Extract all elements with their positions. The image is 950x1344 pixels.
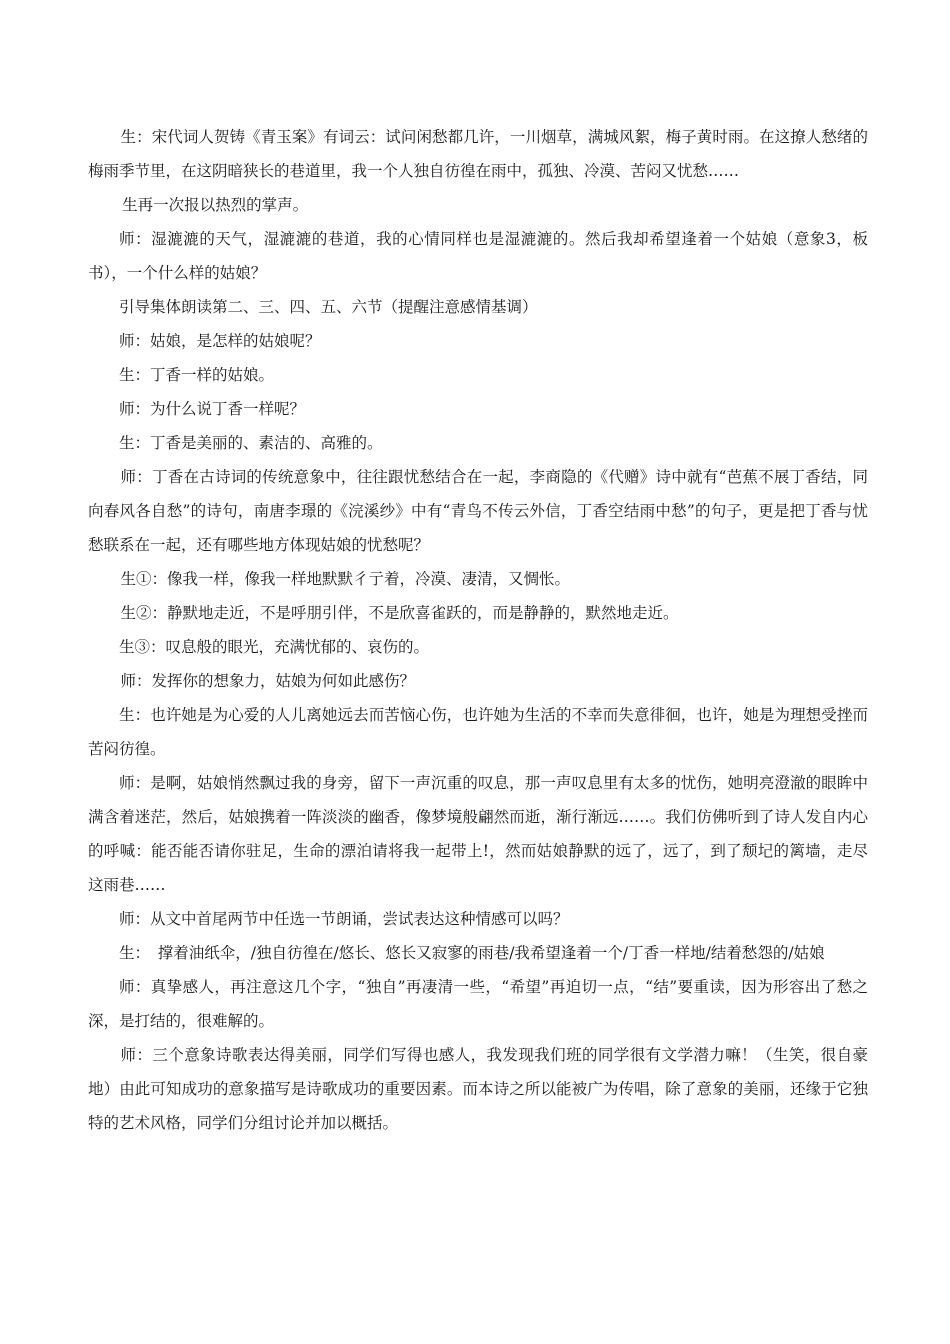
paragraph-1: 生：宋代词人贺铸《青玉案》有词云：试问闲愁都几许，一川烟草，满城风絮，梅子黄时雨。在这撩人愁绪的梅雨季节里，在这阴暗狭长的巷道里，我一个人独自彷徨在雨中，孤独、冷漠、苦闷又忧愁…… bbox=[88, 128, 868, 180]
paragraph-16: 师：从文中首尾两节中任选一节朗诵，尝试表达这种情感可以吗？ bbox=[119, 910, 569, 928]
paragraph-2: 生再一次报以热烈的掌声。 bbox=[122, 196, 309, 214]
paragraph-18: 师：真挚感人，再注意这几个字，“独自”再凄清一些，“希望”再迫切一点，“结”要重读，因为形容出了愁之深，是打结的，很难解的。 bbox=[88, 978, 868, 1030]
paragraph-14: 生：也许她是为心爱的人儿离她远去而苦恼心伤，也许她为生活的不幸而失意徘徊，也许，她是为理想受挫而苦闷彷徨。 bbox=[88, 706, 868, 758]
paragraph-19: 师：三个意象诗歌表达得美丽，同学们写得也感人，我发现我们班的同学很有文学潜力嘛！（生笑，很自豪地）由此可知成功的意象描写是诗歌成功的重要因素。而本诗之所以能被广为传唱，除了意象的美丽，还缘于它独特的艺术风格，同学们分组讨论并加以概括。 bbox=[88, 1046, 868, 1132]
paragraph-12: 生③：叹息般的眼光，充满忧郁的、哀伤的。 bbox=[119, 638, 430, 656]
paragraph-7: 师：为什么说丁香一样呢？ bbox=[119, 400, 306, 418]
paragraph-4: 引导集体朗读第二、三、四、五、六节（提醒注意感情基调） bbox=[119, 298, 538, 316]
paragraph-9: 师：丁香在古诗词的传统意象中，往往跟忧愁结合在一起，李商隐的《代赠》诗中就有“芭蕉不展丁香结，同向春风各自愁”的诗句，南唐李璟的《浣溪纱》中有“青鸟不传云外信，丁香空结雨中愁”的句子，更是把丁香与忧愁联系在一起，还有哪些地方体现姑娘的忧愁呢？ bbox=[88, 468, 868, 554]
paragraph-5: 师：姑娘，是怎样的姑娘呢？ bbox=[119, 332, 321, 350]
paragraph-17: 生： 撑着油纸伞，/独自彷徨在/悠长、悠长又寂寥的雨巷/我希望逢着一个/丁香一样地/结着愁怨的/姑娘 bbox=[119, 944, 825, 962]
paragraph-15: 师：是啊，姑娘悄然飘过我的身旁，留下一声沉重的叹息，那一声叹息里有太多的忧伤，她明亮澄澈的眼眸中满含着迷茫，然后，姑娘携着一阵淡淡的幽香，像梦境般翩然而逝，渐行渐远……。我们仿佛听到了诗人发自内心的呼喊：能否能否请你驻足，生命的漂泊请将我一起带上!，然而姑娘静默的远了，远了，到了颓圮的篱墙，走尽这雨巷…… bbox=[88, 774, 868, 894]
paragraph-6: 生：丁香一样的姑娘。 bbox=[119, 366, 275, 384]
paragraph-8: 生：丁香是美丽的、素洁的、高雅的。 bbox=[119, 434, 383, 452]
document-page bbox=[88, 120, 868, 1140]
paragraph-3: 师：湿漉漉的天气，湿漉漉的巷道，我的心情同样也是湿漉漉的。然后我却希望逢着一个姑娘（意象3，板书），一个什么样的姑娘？ bbox=[88, 230, 868, 282]
paragraph-10: 生①：像我一样，像我一样地默默彳亍着，冷漠、凄清，又惆怅。 bbox=[120, 570, 571, 588]
paragraph-13: 师：发挥你的想象力，姑娘为何如此感伤？ bbox=[120, 672, 416, 690]
paragraph-11: 生②：静默地走近，不是呼朋引伴，不是欣喜雀跃的，而是静静的，默然地走近。 bbox=[120, 604, 679, 622]
